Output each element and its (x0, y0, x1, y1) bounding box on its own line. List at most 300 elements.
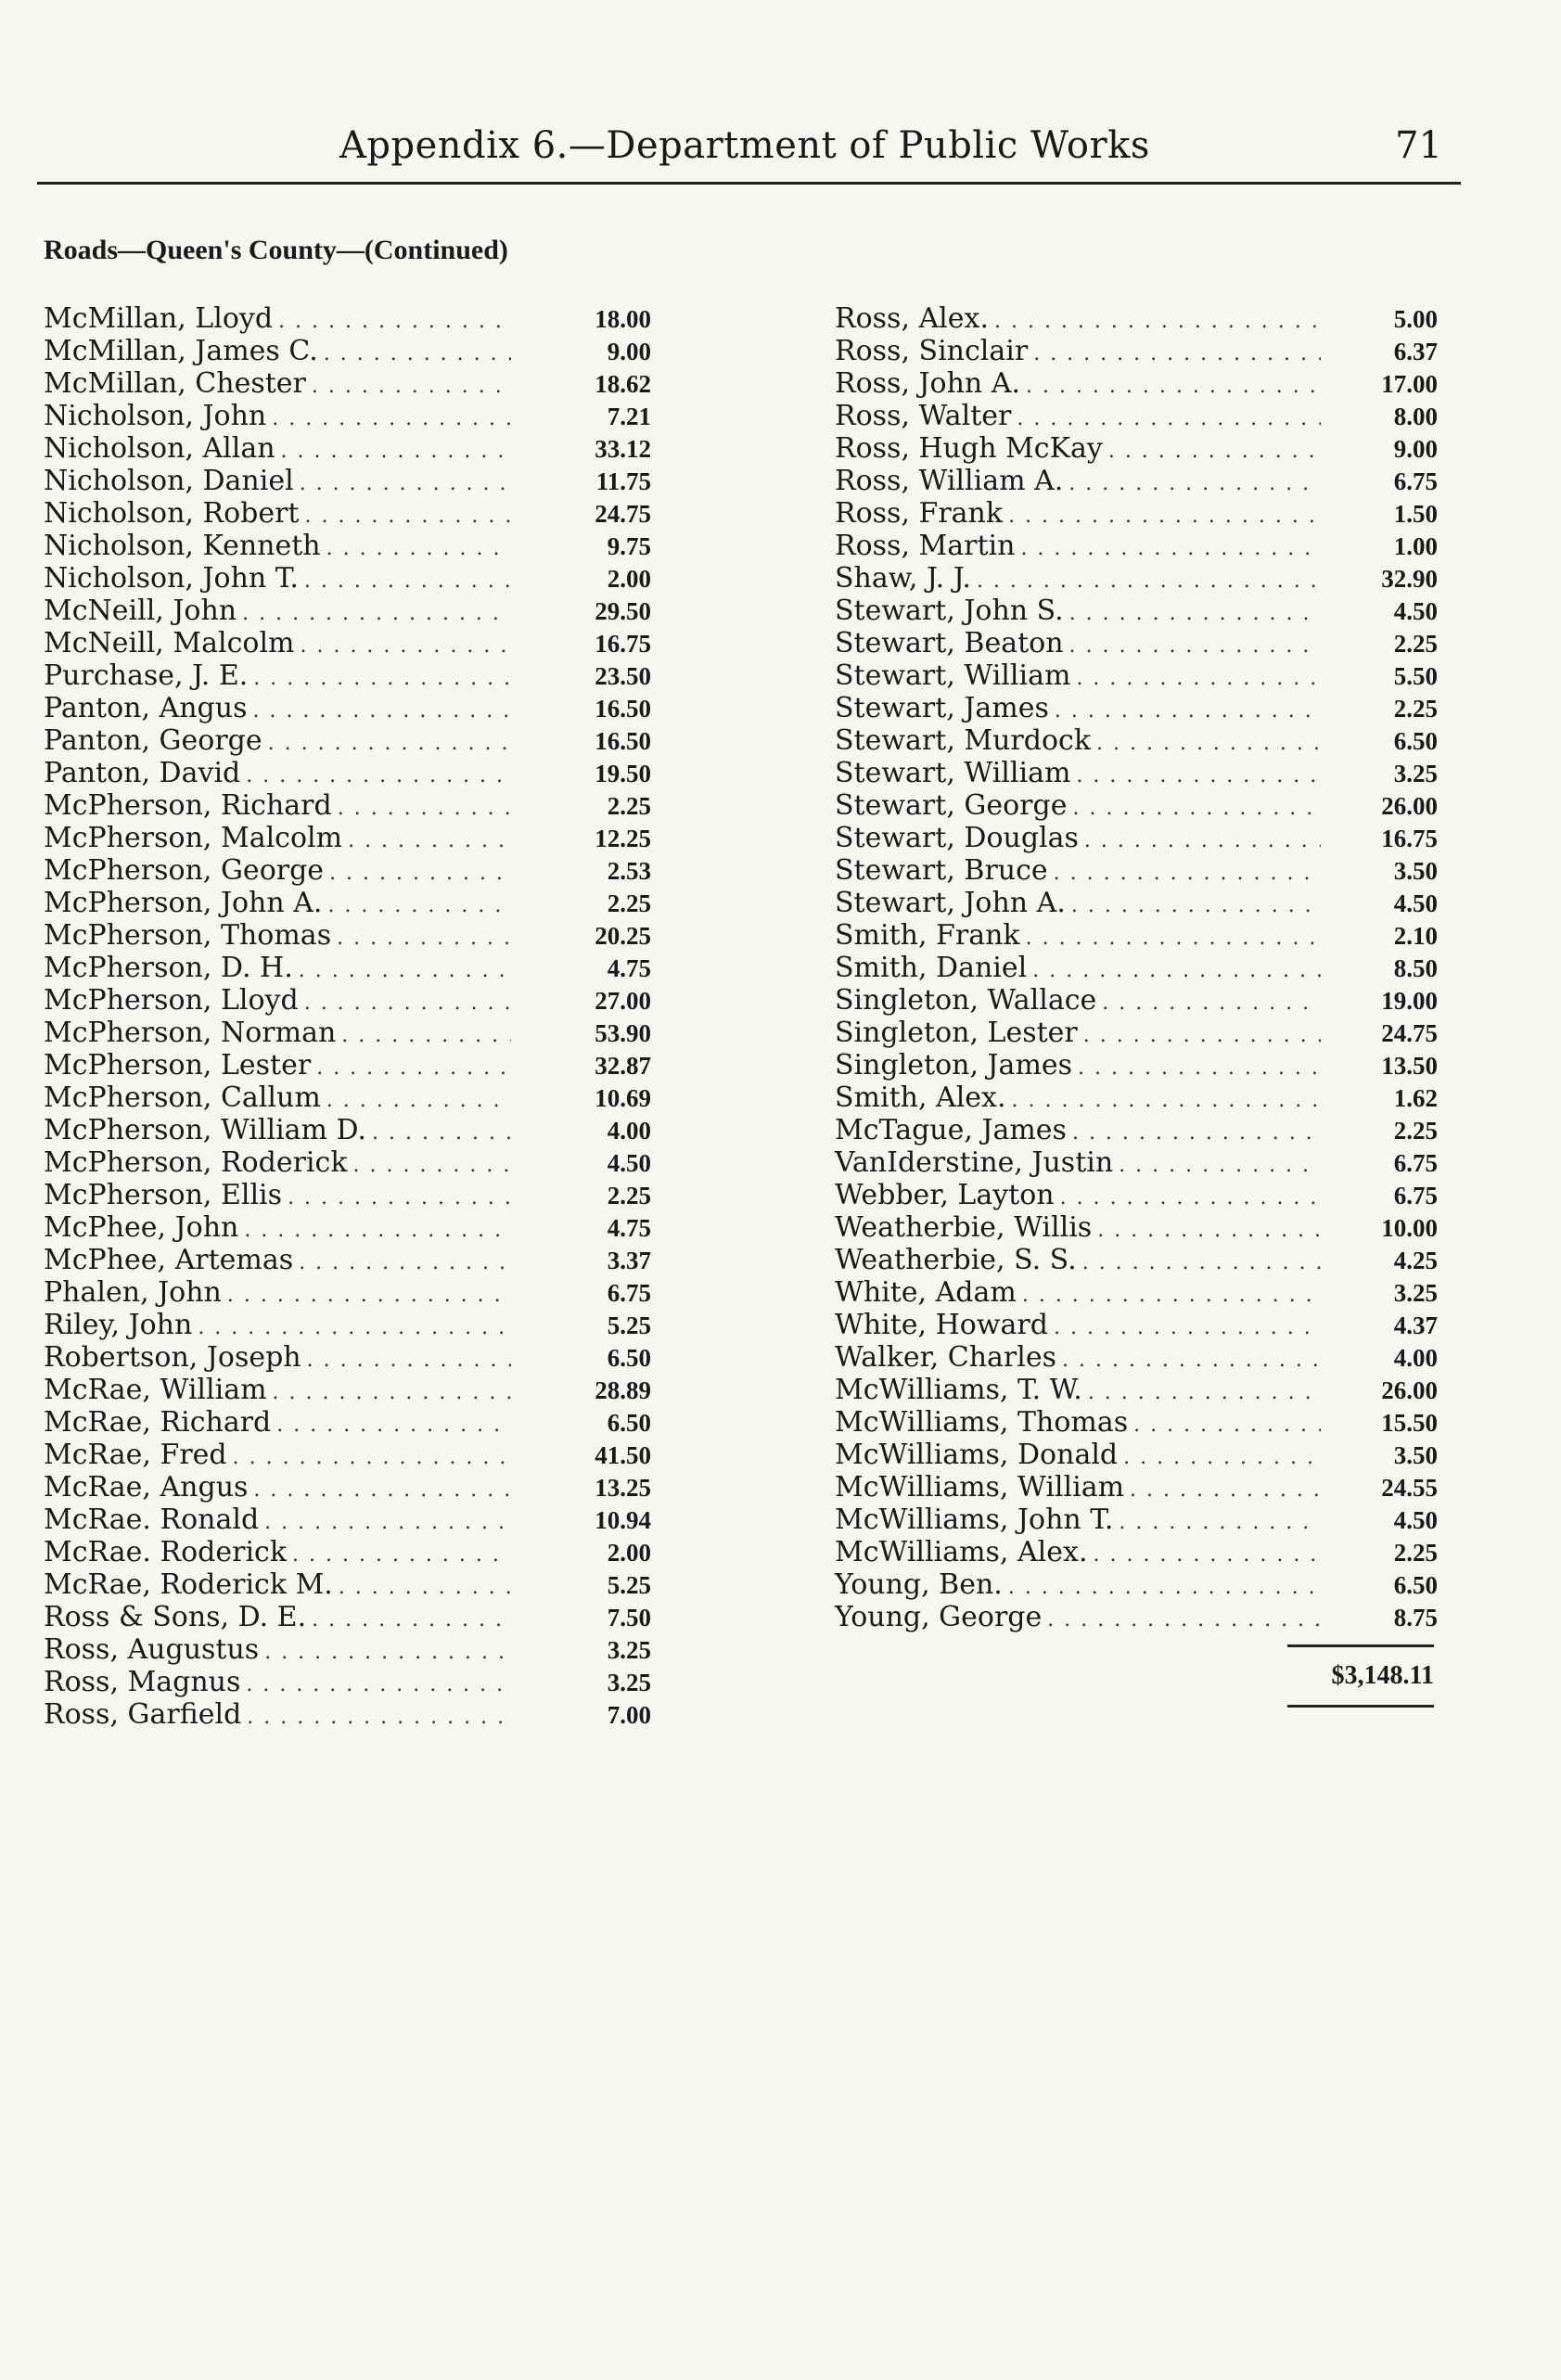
dot-leader (341, 1019, 511, 1052)
list-item (835, 1439, 1438, 1471)
dot-leader (1088, 1376, 1321, 1409)
payment-amount: 4.50 (1393, 1506, 1438, 1534)
list-item (44, 1439, 651, 1471)
payee-name: Nicholson, John (44, 400, 267, 432)
payee-name: McPhee, Artemas (44, 1244, 294, 1276)
dot-leader (326, 532, 511, 565)
list-item (835, 1374, 1438, 1406)
payee-name: Shaw, J. J. (835, 562, 971, 595)
payee-name: Weatherbie, S. S. (835, 1244, 1077, 1276)
payee-name: Weatherbie, Willis (835, 1211, 1093, 1244)
payee-name: Stewart, John S. (835, 595, 1064, 627)
dot-leader (253, 1474, 511, 1506)
dot-leader (353, 1149, 512, 1182)
dot-leader (1096, 727, 1321, 760)
list-item (835, 562, 1438, 595)
list-item (44, 789, 651, 822)
dot-leader (326, 1084, 511, 1117)
payment-amount: 3.25 (1393, 760, 1438, 787)
payment-amount: 41.50 (595, 1441, 651, 1469)
payment-amount: 4.75 (607, 954, 651, 982)
payee-name: McRae. Roderick (44, 1536, 288, 1568)
payment-amount: 3.25 (1393, 1279, 1438, 1307)
dot-leader (1047, 1604, 1321, 1636)
payee-name: Ross, Hugh McKay (835, 432, 1103, 465)
list-item (835, 1568, 1438, 1601)
payee-name: Stewart, Murdock (835, 724, 1092, 757)
list-item (44, 367, 651, 400)
payee-name: VanIderstine, Justin (835, 1146, 1114, 1179)
payee-name: McNeill, John (44, 595, 237, 627)
dot-leader (299, 954, 511, 987)
payment-amount: 4.00 (1393, 1344, 1438, 1372)
payment-amount: 4.50 (1393, 597, 1438, 625)
list-item (44, 1244, 651, 1276)
payment-amount: 2.25 (607, 1182, 651, 1209)
payment-amount: 20.25 (595, 922, 651, 950)
payment-amount: 24.75 (595, 500, 651, 528)
dot-leader (1072, 1117, 1321, 1149)
list-item (44, 465, 651, 497)
payee-name: Smith, Daniel (835, 952, 1028, 984)
payment-amount: 6.37 (1393, 338, 1438, 365)
payment-amount: 4.50 (1393, 889, 1438, 917)
payee-name: McTague, James (835, 1114, 1067, 1146)
total-rule-bottom (1287, 1705, 1434, 1708)
payment-amount: 2.00 (607, 1539, 651, 1567)
payee-name: Nicholson, Daniel (44, 465, 294, 497)
list-item (44, 302, 651, 335)
payee-name: Phalen, John (44, 1276, 222, 1309)
payee-name: Singleton, Wallace (835, 984, 1097, 1017)
payment-amount: 32.87 (595, 1052, 651, 1080)
payee-name: Ross, Walter (835, 400, 1012, 432)
payment-amount: 4.75 (607, 1214, 651, 1242)
list-item (44, 627, 651, 659)
list-item (835, 400, 1438, 432)
payee-name: McRae, Richard (44, 1406, 272, 1439)
payment-amount: 26.00 (1381, 1376, 1438, 1404)
payee-name: Ross, Martin (835, 530, 1016, 562)
dot-leader (1008, 1571, 1321, 1604)
list-item (44, 595, 651, 627)
list-item (835, 1017, 1438, 1049)
list-item (835, 432, 1438, 465)
list-item (835, 1471, 1438, 1503)
list-item (835, 952, 1438, 984)
payee-name: McRae. Ronald (44, 1503, 260, 1536)
payment-amount: 7.50 (607, 1604, 651, 1631)
dot-leader (327, 889, 511, 922)
dot-leader (1054, 1312, 1321, 1344)
payment-amount: 2.25 (1393, 1539, 1438, 1567)
payment-amount: 5.25 (607, 1312, 651, 1339)
dot-leader (312, 370, 511, 403)
dot-leader (994, 305, 1321, 338)
payee-name: Stewart, Douglas (835, 822, 1079, 854)
payment-amount: 2.25 (1393, 1117, 1438, 1145)
payee-name: Stewart, William (835, 757, 1071, 789)
payee-name: McWilliams, Donald (835, 1439, 1119, 1471)
payee-name: McPherson, John A. (44, 887, 323, 919)
dot-leader (1119, 1149, 1321, 1182)
dot-leader (348, 825, 511, 857)
list-item (44, 497, 651, 530)
list-item (835, 724, 1438, 757)
list-item (835, 757, 1438, 789)
list-item (44, 1276, 651, 1309)
payment-amount: 11.75 (595, 467, 651, 495)
dot-leader (1026, 922, 1321, 954)
dot-leader (1133, 1409, 1321, 1441)
payee-name: McWilliams, Thomas (835, 1406, 1129, 1439)
list-item (835, 1081, 1438, 1114)
payee-name: McRae, Angus (44, 1471, 249, 1503)
payee-name: Purchase, J. E. (44, 659, 249, 692)
dot-leader (292, 1539, 511, 1571)
grand-total: $3,148.11 (1331, 1661, 1434, 1690)
payment-amount: 13.50 (1381, 1052, 1438, 1080)
payment-amount: 2.53 (607, 857, 651, 885)
list-item (44, 1114, 651, 1146)
payment-amount: 24.75 (1381, 1019, 1438, 1047)
payment-amount: 8.75 (1393, 1604, 1438, 1631)
list-item (44, 1081, 651, 1114)
dot-leader (198, 1312, 511, 1344)
payee-name: McPherson, William D. (44, 1114, 367, 1146)
payee-name: Robertson, Joseph (44, 1341, 301, 1374)
payment-amount: 6.75 (607, 1279, 651, 1307)
payment-amount: 9.75 (607, 532, 651, 560)
payment-amount: 3.50 (1393, 1441, 1438, 1469)
payment-amount: 3.37 (607, 1247, 651, 1274)
dot-leader (304, 565, 511, 597)
payee-name: Walker, Charles (835, 1341, 1057, 1374)
list-item (835, 1536, 1438, 1568)
payment-amount: 17.00 (1381, 370, 1438, 398)
list-item (44, 1568, 651, 1601)
list-item (835, 692, 1438, 724)
dot-leader (1078, 1052, 1321, 1084)
payee-name: McPherson, Norman (44, 1017, 337, 1049)
payment-amount: 16.75 (595, 630, 651, 658)
payment-amount: 2.25 (607, 792, 651, 820)
dot-leader (1071, 889, 1321, 922)
dot-leader (1119, 1506, 1321, 1539)
list-item (44, 854, 651, 887)
list-item (835, 497, 1438, 530)
payment-amount: 4.25 (1393, 1247, 1438, 1274)
payment-amount: 1.00 (1393, 532, 1438, 560)
list-item (835, 854, 1438, 887)
dot-leader (227, 1279, 511, 1312)
dot-leader (1069, 630, 1321, 662)
list-item (835, 1244, 1438, 1276)
payment-amount: 9.00 (1393, 435, 1438, 463)
payment-amount: 16.50 (595, 727, 651, 755)
dot-leader (299, 1247, 511, 1279)
payee-name: Nicholson, Kenneth (44, 530, 321, 562)
dot-leader (253, 662, 511, 695)
dot-leader (244, 1214, 511, 1247)
list-item (835, 1114, 1438, 1146)
payment-amount: 15.50 (1381, 1409, 1438, 1437)
payment-amount: 6.75 (1393, 1182, 1438, 1209)
list-item (835, 595, 1438, 627)
payee-name: McMillan, James C. (44, 335, 318, 367)
list-item (44, 1146, 651, 1179)
payment-amount: 7.00 (607, 1701, 651, 1729)
payment-amount: 5.50 (1393, 662, 1438, 690)
payee-name: White, Adam (835, 1276, 1017, 1309)
payee-name: McWilliams, William (835, 1471, 1125, 1503)
dot-leader (1012, 1084, 1321, 1117)
dot-leader (1076, 760, 1321, 792)
list-item (44, 1309, 651, 1341)
list-item (835, 887, 1438, 919)
payment-amount: 9.00 (607, 338, 651, 365)
dot-leader (1032, 954, 1321, 987)
payee-name: Panton, Angus (44, 692, 248, 724)
list-item (835, 1406, 1438, 1439)
payee-name: Ross, Augustus (44, 1633, 260, 1666)
list-item (835, 335, 1438, 367)
list-item (44, 1601, 651, 1633)
list-item (835, 1211, 1438, 1244)
dot-leader (246, 1669, 511, 1701)
dot-leader (242, 597, 511, 630)
list-item (44, 562, 651, 595)
payment-amount: 5.00 (1393, 305, 1438, 333)
payment-amount: 7.21 (607, 403, 651, 430)
payment-amount: 29.50 (595, 597, 651, 625)
dot-leader (1068, 467, 1321, 500)
dot-leader (1062, 1344, 1321, 1376)
payee-name: Smith, Alex. (835, 1081, 1006, 1114)
payee-name: Stewart, James (835, 692, 1049, 724)
payee-name: Panton, David (44, 757, 241, 789)
payee-name: McRae, Fred (44, 1439, 227, 1471)
payment-amount: 16.75 (1381, 825, 1438, 852)
dot-leader (329, 857, 511, 889)
payment-amount: 13.25 (595, 1474, 651, 1502)
payee-name: McWilliams, T. W. (835, 1374, 1082, 1406)
payment-amount: 10.00 (1381, 1214, 1438, 1242)
dot-leader (233, 1441, 511, 1474)
list-item (835, 1309, 1438, 1341)
payment-amount: 6.50 (607, 1409, 651, 1437)
payee-name: Webber, Layton (835, 1179, 1055, 1211)
page-number: 71 (1395, 124, 1442, 167)
list-item (835, 789, 1438, 822)
payment-amount: 3.50 (1393, 857, 1438, 885)
dot-leader (1076, 662, 1321, 695)
payment-amount: 6.50 (1393, 1571, 1438, 1599)
payee-name: Stewart, William (835, 659, 1071, 692)
payment-amount: 3.25 (607, 1636, 651, 1664)
payment-amount: 4.00 (607, 1117, 651, 1145)
list-item (835, 1146, 1438, 1179)
dot-leader (1130, 1474, 1321, 1506)
payee-name: Ross, John A. (835, 367, 1020, 400)
dot-leader (307, 1344, 511, 1376)
payee-name: Ross, Alex. (835, 302, 989, 335)
dot-leader (316, 1052, 511, 1084)
payee-name: Panton, George (44, 724, 262, 757)
payment-amount: 10.69 (595, 1084, 651, 1112)
dot-leader (264, 1506, 511, 1539)
list-item (44, 1341, 651, 1374)
list-item (44, 1471, 651, 1503)
dot-leader (1054, 857, 1321, 889)
dot-leader (338, 792, 511, 825)
payee-name: Stewart, Bruce (835, 854, 1048, 887)
payment-amount: 5.25 (607, 1571, 651, 1599)
payment-amount: 2.10 (1393, 922, 1438, 950)
payment-amount: 28.89 (595, 1376, 651, 1404)
dot-leader (1060, 1182, 1321, 1214)
list-item (835, 1601, 1438, 1633)
payment-amount: 6.50 (607, 1344, 651, 1372)
dot-leader (1026, 370, 1321, 403)
list-item (44, 400, 651, 432)
dot-leader (252, 695, 511, 727)
payment-amount: 4.50 (607, 1149, 651, 1177)
dot-leader (264, 1636, 511, 1669)
payee-name: Ross, William A. (835, 465, 1064, 497)
payment-amount: 24.55 (1381, 1474, 1438, 1502)
payee-name: McRae, Roderick M. (44, 1568, 333, 1601)
payment-amount: 6.75 (1393, 1149, 1438, 1177)
list-item (44, 984, 651, 1017)
dot-leader (1082, 1247, 1321, 1279)
list-item (44, 335, 651, 367)
list-item (44, 1374, 651, 1406)
payment-amount: 10.94 (595, 1506, 651, 1534)
payment-amount: 16.50 (595, 695, 651, 723)
payee-name: McPherson, Malcolm (44, 822, 343, 854)
list-item (835, 627, 1438, 659)
payee-name: Young, Ben. (835, 1568, 1003, 1601)
payee-name: McMillan, Lloyd (44, 302, 274, 335)
dot-leader (1020, 532, 1321, 565)
dot-leader (276, 1409, 511, 1441)
list-item (44, 1503, 651, 1536)
list-item (835, 1341, 1438, 1374)
payment-amount: 6.50 (1393, 727, 1438, 755)
dot-leader (1022, 1279, 1321, 1312)
payee-name: McPherson, Callum (44, 1081, 321, 1114)
payee-name: Singleton, Lester (835, 1017, 1078, 1049)
payment-amount: 19.00 (1381, 987, 1438, 1015)
dot-leader (1017, 403, 1321, 435)
payment-amount: 18.62 (595, 370, 651, 398)
dot-leader (1008, 500, 1321, 532)
payment-amount: 19.50 (595, 760, 651, 787)
list-item (835, 367, 1438, 400)
dot-leader (324, 338, 511, 370)
payee-name: Nicholson, Allan (44, 432, 275, 465)
dot-leader (1108, 435, 1321, 467)
section-heading: Roads—Queen's County—(Continued) (44, 235, 508, 265)
list-item (44, 659, 651, 692)
list-item (835, 1503, 1438, 1536)
payee-name: McPhee, John (44, 1211, 239, 1244)
dot-leader (1069, 597, 1321, 630)
page-title: Appendix 6.—Department of Public Works (339, 124, 1150, 167)
payment-amount: 6.75 (1393, 467, 1438, 495)
payment-amount: 53.90 (595, 1019, 651, 1047)
list-item (44, 432, 651, 465)
list-item (835, 1276, 1438, 1309)
dot-leader (312, 1604, 511, 1636)
list-item (44, 919, 651, 952)
list-item (44, 1017, 651, 1049)
payee-name: McPherson, George (44, 854, 325, 887)
payment-amount: 8.50 (1393, 954, 1438, 982)
list-item (44, 1698, 651, 1731)
dot-leader (1083, 1019, 1321, 1052)
dot-leader (272, 403, 511, 435)
payment-amount: 26.00 (1381, 792, 1438, 820)
payee-name: McPherson, Thomas (44, 919, 332, 952)
dot-leader (247, 1701, 511, 1734)
payment-amount: 27.00 (595, 987, 651, 1015)
dot-leader (339, 1571, 511, 1604)
dot-leader (1097, 1214, 1321, 1247)
list-item (44, 1633, 651, 1666)
list-item (835, 1049, 1438, 1081)
left-column-list (44, 302, 651, 1731)
dot-leader (977, 565, 1321, 597)
list-item (44, 530, 651, 562)
list-item (44, 1666, 651, 1698)
payment-amount: 33.12 (595, 435, 651, 463)
payee-name: McNeill, Malcolm (44, 627, 295, 659)
payee-name: White, Howard (835, 1309, 1048, 1341)
dot-leader (304, 500, 511, 532)
page-header (37, 119, 1461, 185)
payee-name: McMillan, Chester (44, 367, 306, 400)
list-item (44, 692, 651, 724)
list-item (44, 822, 651, 854)
dot-leader (288, 1182, 511, 1214)
payment-amount: 12.25 (595, 825, 651, 852)
right-column-list (835, 302, 1438, 1633)
dot-leader (1084, 825, 1321, 857)
payee-name: Nicholson, John T. (44, 562, 299, 595)
list-item (835, 984, 1438, 1017)
payee-name: Ross, Garfield (44, 1698, 242, 1731)
total-block (1287, 1644, 1434, 1708)
dot-leader (1093, 1539, 1321, 1571)
payment-amount: 2.25 (607, 889, 651, 917)
dot-leader (246, 760, 511, 792)
payee-name: Young, George (835, 1601, 1043, 1633)
list-item (835, 659, 1438, 692)
payee-name: Riley, John (44, 1309, 193, 1341)
payee-name: McPherson, Ellis (44, 1179, 283, 1211)
list-item (835, 530, 1438, 562)
payee-name: Ross, Frank (835, 497, 1004, 530)
payee-name: McPherson, D. H. (44, 952, 293, 984)
list-item (44, 757, 651, 789)
list-item (835, 822, 1438, 854)
list-item (44, 1049, 651, 1081)
list-item (44, 1179, 651, 1211)
payment-amount: 2.25 (1393, 630, 1438, 658)
list-item (44, 1536, 651, 1568)
